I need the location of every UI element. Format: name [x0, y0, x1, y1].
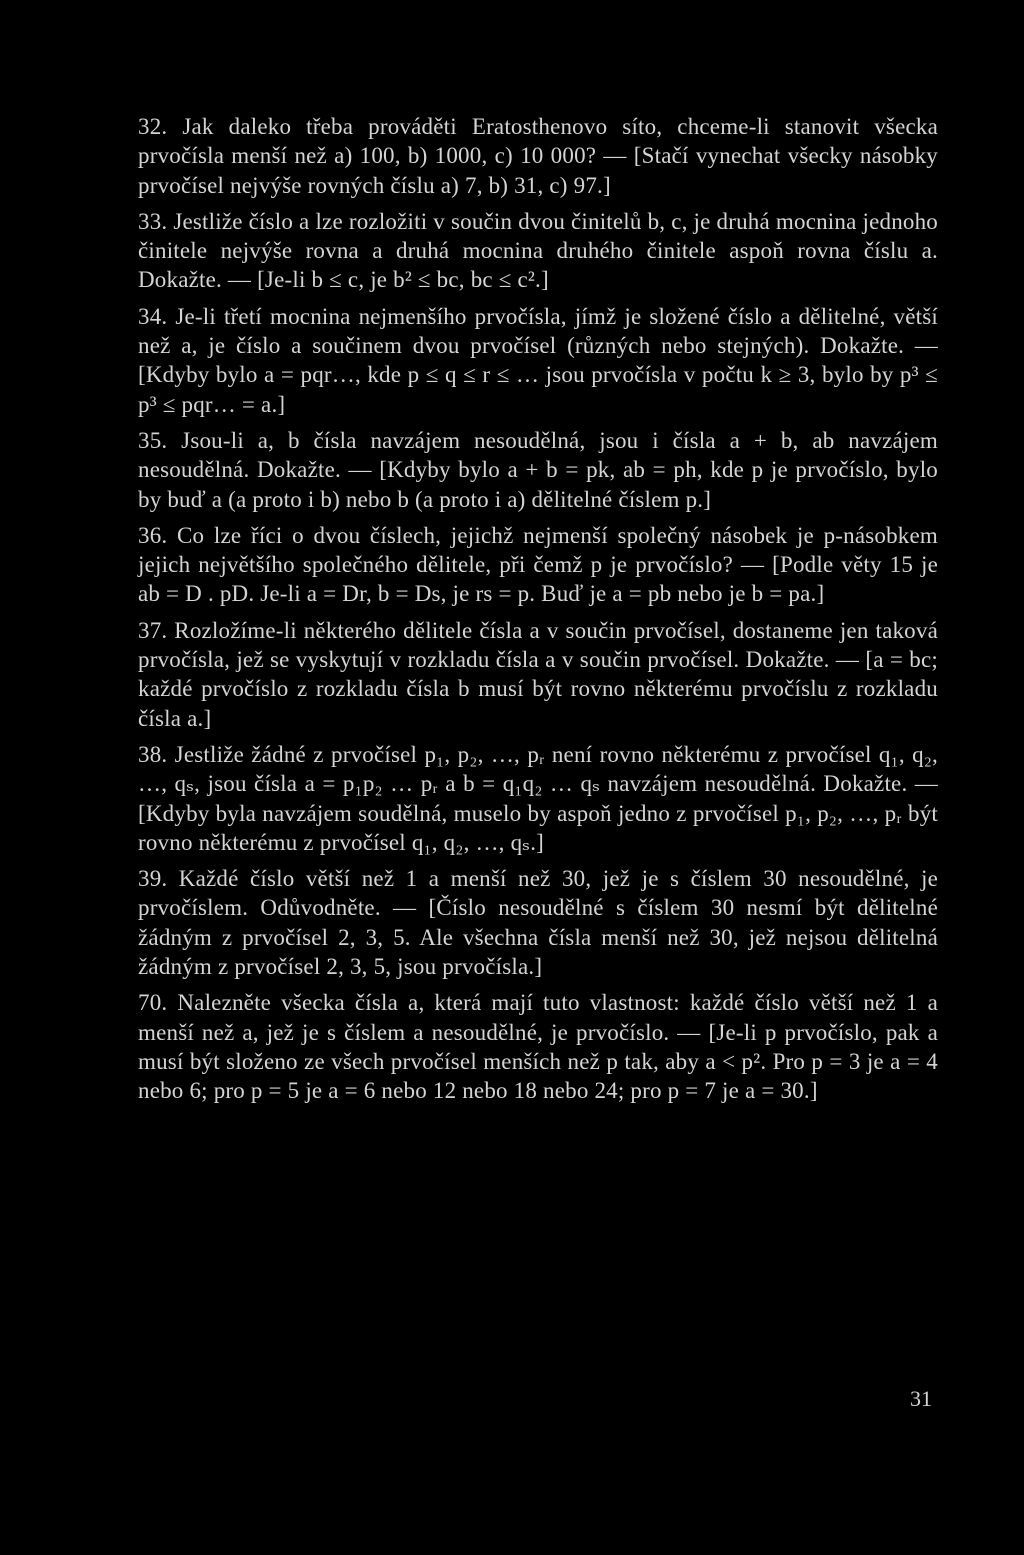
exercise-35: 35. Jsou-li a, b čísla navzájem nesoudělná, jsou i čísla a + b, ab navzájem nesoudělná. Dokažte. — [Kdyby bylo a + b = pk, ab = ph, kde p je prvočíslo, bylo by buď a (a proto i b) nebo b (a proto i a) dělitelné číslem p.]	[138, 427, 938, 512]
page-number: 31	[910, 1386, 932, 1411]
exercise-38: 38. Jestliže žádné z prvočísel p₁, p₂, …, pᵣ není rovno některému z prvočísel q₁, q₂, …, qₛ, jsou čísla a = p₁p₂ … pᵣ a b = q₁q₂ … qₛ navzájem nesoudělná. Dokažte. — [Kdyby byla navzájem soudělná, muselo by aspoň jedno z prvočísel p₁, p₂, …, pᵣ být rovno některému z prvočísel q₁, q₂, …, qₛ.]	[138, 741, 938, 855]
exercise-34: 34. Je-li třetí mocnina nejmenšího prvočísla, jímž je složené číslo a dělitelné, větší než a, je číslo a součinem dvou prvočísel (různých nebo stejných). Dokažte. — [Kdyby bylo a = pqr…, kde p ≤ q ≤ r ≤ … jsou prvočísla v počtu k ≥ 3, bylo by p³ ≤ p³ ≤ pqr… = a.]	[138, 303, 938, 417]
exercise-37: 37. Rozložíme-li některého dělitele čísla a v součin prvočísel, dostaneme jen taková prvočísla, jež se vyskytují v rozkladu čísla a v součin prvočísel. Dokažte. — [a = bc; každé prvočíslo z rozkladu čísla b musí být rovno některému prvočíslu z rozkladu čísla a.]	[138, 617, 938, 731]
exercise-32: 32. Jak daleko třeba prováděti Eratosthenovo síto, chceme-li stanovit všecka prvočísla menší než a) 100, b) 1000, c) 10 000? — [Stačí vynechat všecky násobky prvočísel nejvýše rovných číslu a) 7, b) 31, c) 97.]	[138, 114, 938, 198]
exercise-33: 33. Jestliže číslo a lze rozložiti v součin dvou činitelů b, c, je druhá mocnina jednoho činitele nejvýše rovna a druhá mocnina druhého činitele aspoň rovna číslu a. Dokažte. — [Je-li b ≤ c, je b² ≤ bc, bc ≤ c².]	[138, 208, 938, 293]
exercise-36: 36. Co lze říci o dvou číslech, jejichž nejmenší společný násobek je p-násobkem jejich největšího společného dělitele, při čemž p je prvočíslo? — [Podle věty 15 je ab = D . pD. Je-li a = Dr, b = Ds, je rs = p. Buď je a = pb nebo je b = pa.]	[138, 522, 938, 607]
exercise-39: 39. Každé číslo větší než 1 a menší než 30, jež je s číslem 30 nesoudělné, je prvočíslem. Odůvodněte. — [Číslo nesoudělné s číslem 30 nesmí být dělitelné žádným z prvočísel 2, 3, 5. Ale všechna čísla menší než 30, jež nejsou dělitelná žádným z prvočísel 2, 3, 5, jsou prvočísla.]	[138, 866, 938, 980]
exercise-70: 70. Nalezněte všecka čísla a, která mají tuto vlastnost: každé číslo větší než 1 a menší než a, jež je s číslem a nesoudělné, je prvočíslo. — [Je-li p prvočíslo, pak a musí být složeno ze všech prvočísel menších než p tak, aby a < p². Pro p = 3 je a = 4 nebo 6; pro p = 5 je a = 6 nebo 12 nebo 18 nebo 24; pro p = 7 je a = 30.]	[138, 990, 938, 1104]
